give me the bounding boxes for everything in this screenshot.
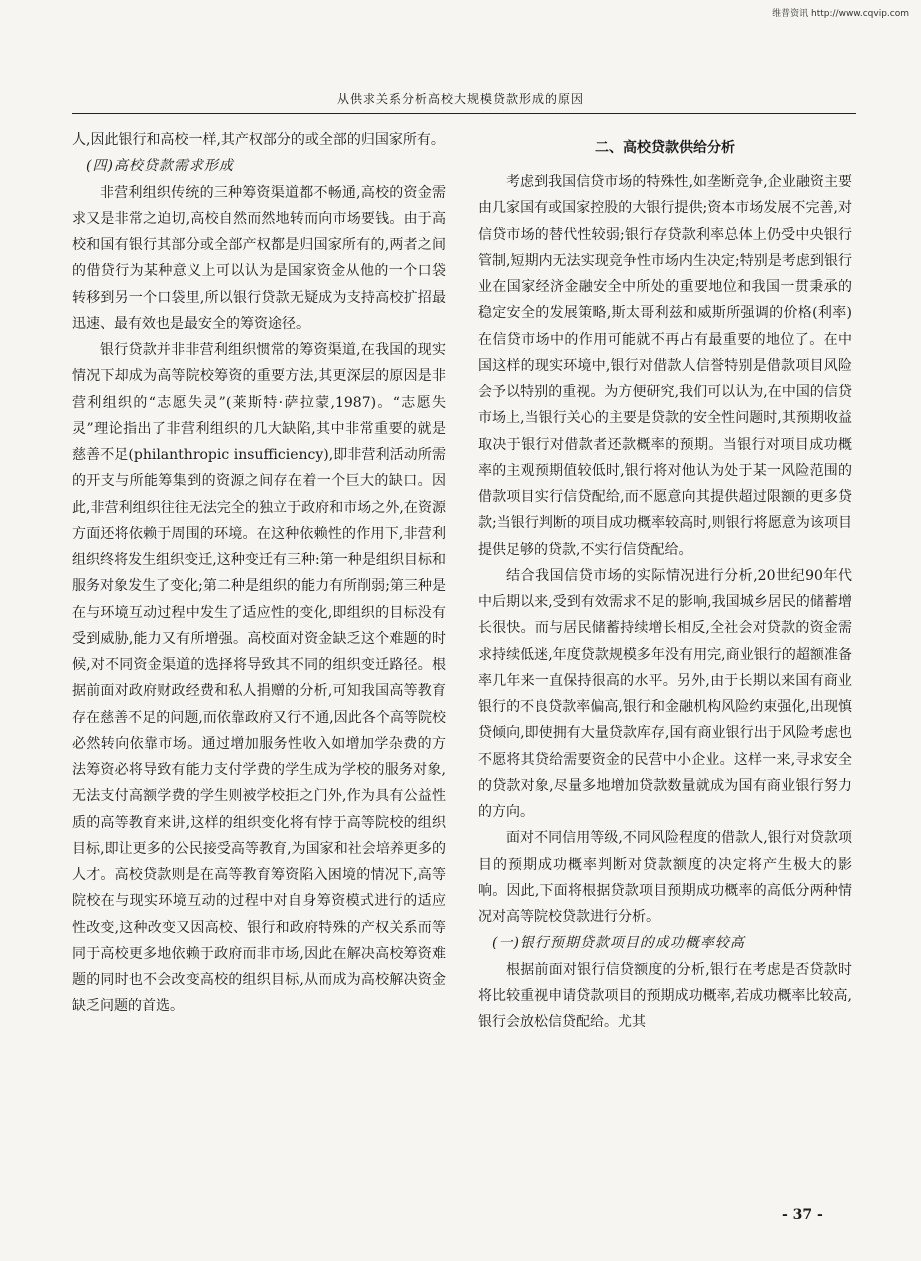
body-paragraph: 根据前面对银行信贷额度的分析,银行在考虑是否贷款时将比较重视申请贷款项目的预期成功概率,若成功概率比较高,银行会放松信贷配给。尤其 (478, 961, 852, 1030)
body-paragraph: 银行贷款并非非营利组织惯常的筹资渠道,在我国的现实情况下却成为高等院校筹资的重要方法,其更深层的原因是非营利组织的“志愿失灵”(莱斯特·萨拉蒙,1987)。“志愿失灵”理论指出了非营利组织的几大缺陷,其中非常重要的就是慈善不足(philanthropic insufficiency),即非营利活动所需的开支与所能筹集到的资源之间存在着一个巨大的缺口。因此,非营利组织往往无法完全的独立于政府和市场之外,在资源方面还将依赖于周围的环境。在这种依赖性的作用下,非营利组织终将发生组织变迁,这种变迁有三种:第一种是组织目标和服务对象发生了变化;第二种是组织的能力有所削弱;第三种是在与环境互动过程中发生了适应性的变化,即组织的目标没有受到威胁,能力又有所增强。高校面对资金缺乏这个难题的时候,对不同资金渠道的选择将导致其不同的组织变迁路径。根据前面对政府财政经费和私人捐赠的分析,可知我国高等教育存在慈善不足的问题,而依靠政府又行不通,因此各个高等院校必然转向依靠市场。通过增加服务性收入如增加学杂费的方法筹资必将导致有能力支付学费的学生成为学校的服务对象,无法支付高额学费的学生则被学校拒之门外,作为具有公益性质的高等教育来讲,这样的组织变化将有悖于高等院校的组织目标,即让更多的公民接受高等教育,为国家和社会培养更多的人才。高校贷款则是在高等教育筹资陷入困境的情况下,高等院校在与现实环境互动的过程中对自身筹资模式进行的适应性改变,这种改变又因高校、银行和政府特殊的产权关系而等同于高校更多地依赖于政府而非市场,因此在解决高校筹资难题的同时也不会改变高校的组织目标,从而成为高校解决资金缺乏问题的首选。 (72, 342, 446, 1015)
right-column (478, 127, 852, 1035)
body-paragraph: 非营利组织传统的三种筹资渠道都不畅通,高校的资金需求又是非常之迫切,高校自然而然地转而向市场要钱。由于高校和国有银行其部分或全部产权都是归国家所有的,两者之间的借贷行为某种意义上可以认为是国家资金从他的一个口袋转移到另一个口袋里,所以银行贷款无疑成为支持高校扩招最迅速、最有效也是最安全的筹资途径。 (72, 184, 446, 332)
running-head: 从供求关系分析高校大规模贷款形成的原因 (336, 92, 584, 106)
body-paragraph: 结合我国信贷市场的实际情况进行分析,20世纪90年代中后期以来,受到有效需求不足的影响,我国城乡居民的储蓄增长很快。而与居民储蓄持续增长相反,全社会对贷款的资金需求持续低迷,年度贷款规模多年没有用完,商业银行的超额准备率几年来一直保持很高的水平。另外,由于长期以来国有商业银行的不良贷款率偏高,银行和金融机构风险约束强化,出现慎贷倾向,即使拥有大量贷款库存,国有商业银行出于风险考虑也不愿将其贷给需要资金的民营中小企业。这样一来,寻求安全的贷款对象,尽量多地增加贷款数量就成为国有商业银行努力的方向。 (478, 567, 852, 820)
body-paragraph: 考虑到我国信贷市场的特殊性,如垄断竞争,企业融资主要由几家国有或国家控股的大银行提供;资本市场发展不完善,对信贷市场的替代性较弱;银行存贷款利率总体上仍受中央银行管制,短期内无法实现竞争性市场内生决定;特别是考虑到银行业在国家经济金融安全中所处的重要地位和我国一贯秉承的稳定安全的发展策略,斯太哥利兹和威斯所强调的价格(利率)在信贷市场中的作用可能就不再占有最重要的地位了。在中国这样的现实环境中,银行对借款人信誉特别是借款项目风险会予以特别的重视。为方便研究,我们可以认为,在中国的信贷市场上,当银行关心的主要是贷款的安全性问题时,其预期收益取决于银行对借款者还款概率的预期。当银行对项目成功概率的主观预期值较低时,银行将对他认为处于某一风险范围的借款项目实行信贷配给,而不愿意向其提供超过限额的更多贷款;当银行判断的项目成功概率较高时,则银行将愿意为该项目提供足够的贷款,不实行信贷配给。 (478, 174, 852, 558)
page-number: - 37 - (782, 1207, 823, 1223)
header-rule (72, 113, 856, 114)
continued-paragraph: 人,因此银行和高校一样,其产权部分的或全部的归国家所有。 (72, 132, 445, 148)
subsection-heading: (四)高校贷款需求形成 (86, 158, 234, 175)
section-heading: 二、高校贷款供给分析 (595, 140, 735, 156)
left-column (72, 127, 446, 1020)
watermark: 维普资讯 http://www.cqvip.com (772, 9, 909, 19)
body-paragraph: 面对不同信用等级,不同风险程度的借款人,银行对贷款项目的预期成功概率判断对贷款额度的决定将产生极大的影响。因此,下面将根据贷款项目预期成功概率的高低分两种情况对高等院校贷款进行分析。 (478, 830, 852, 925)
subsection-heading: (一)银行预期贷款项目的成功概率较高 (492, 935, 745, 952)
